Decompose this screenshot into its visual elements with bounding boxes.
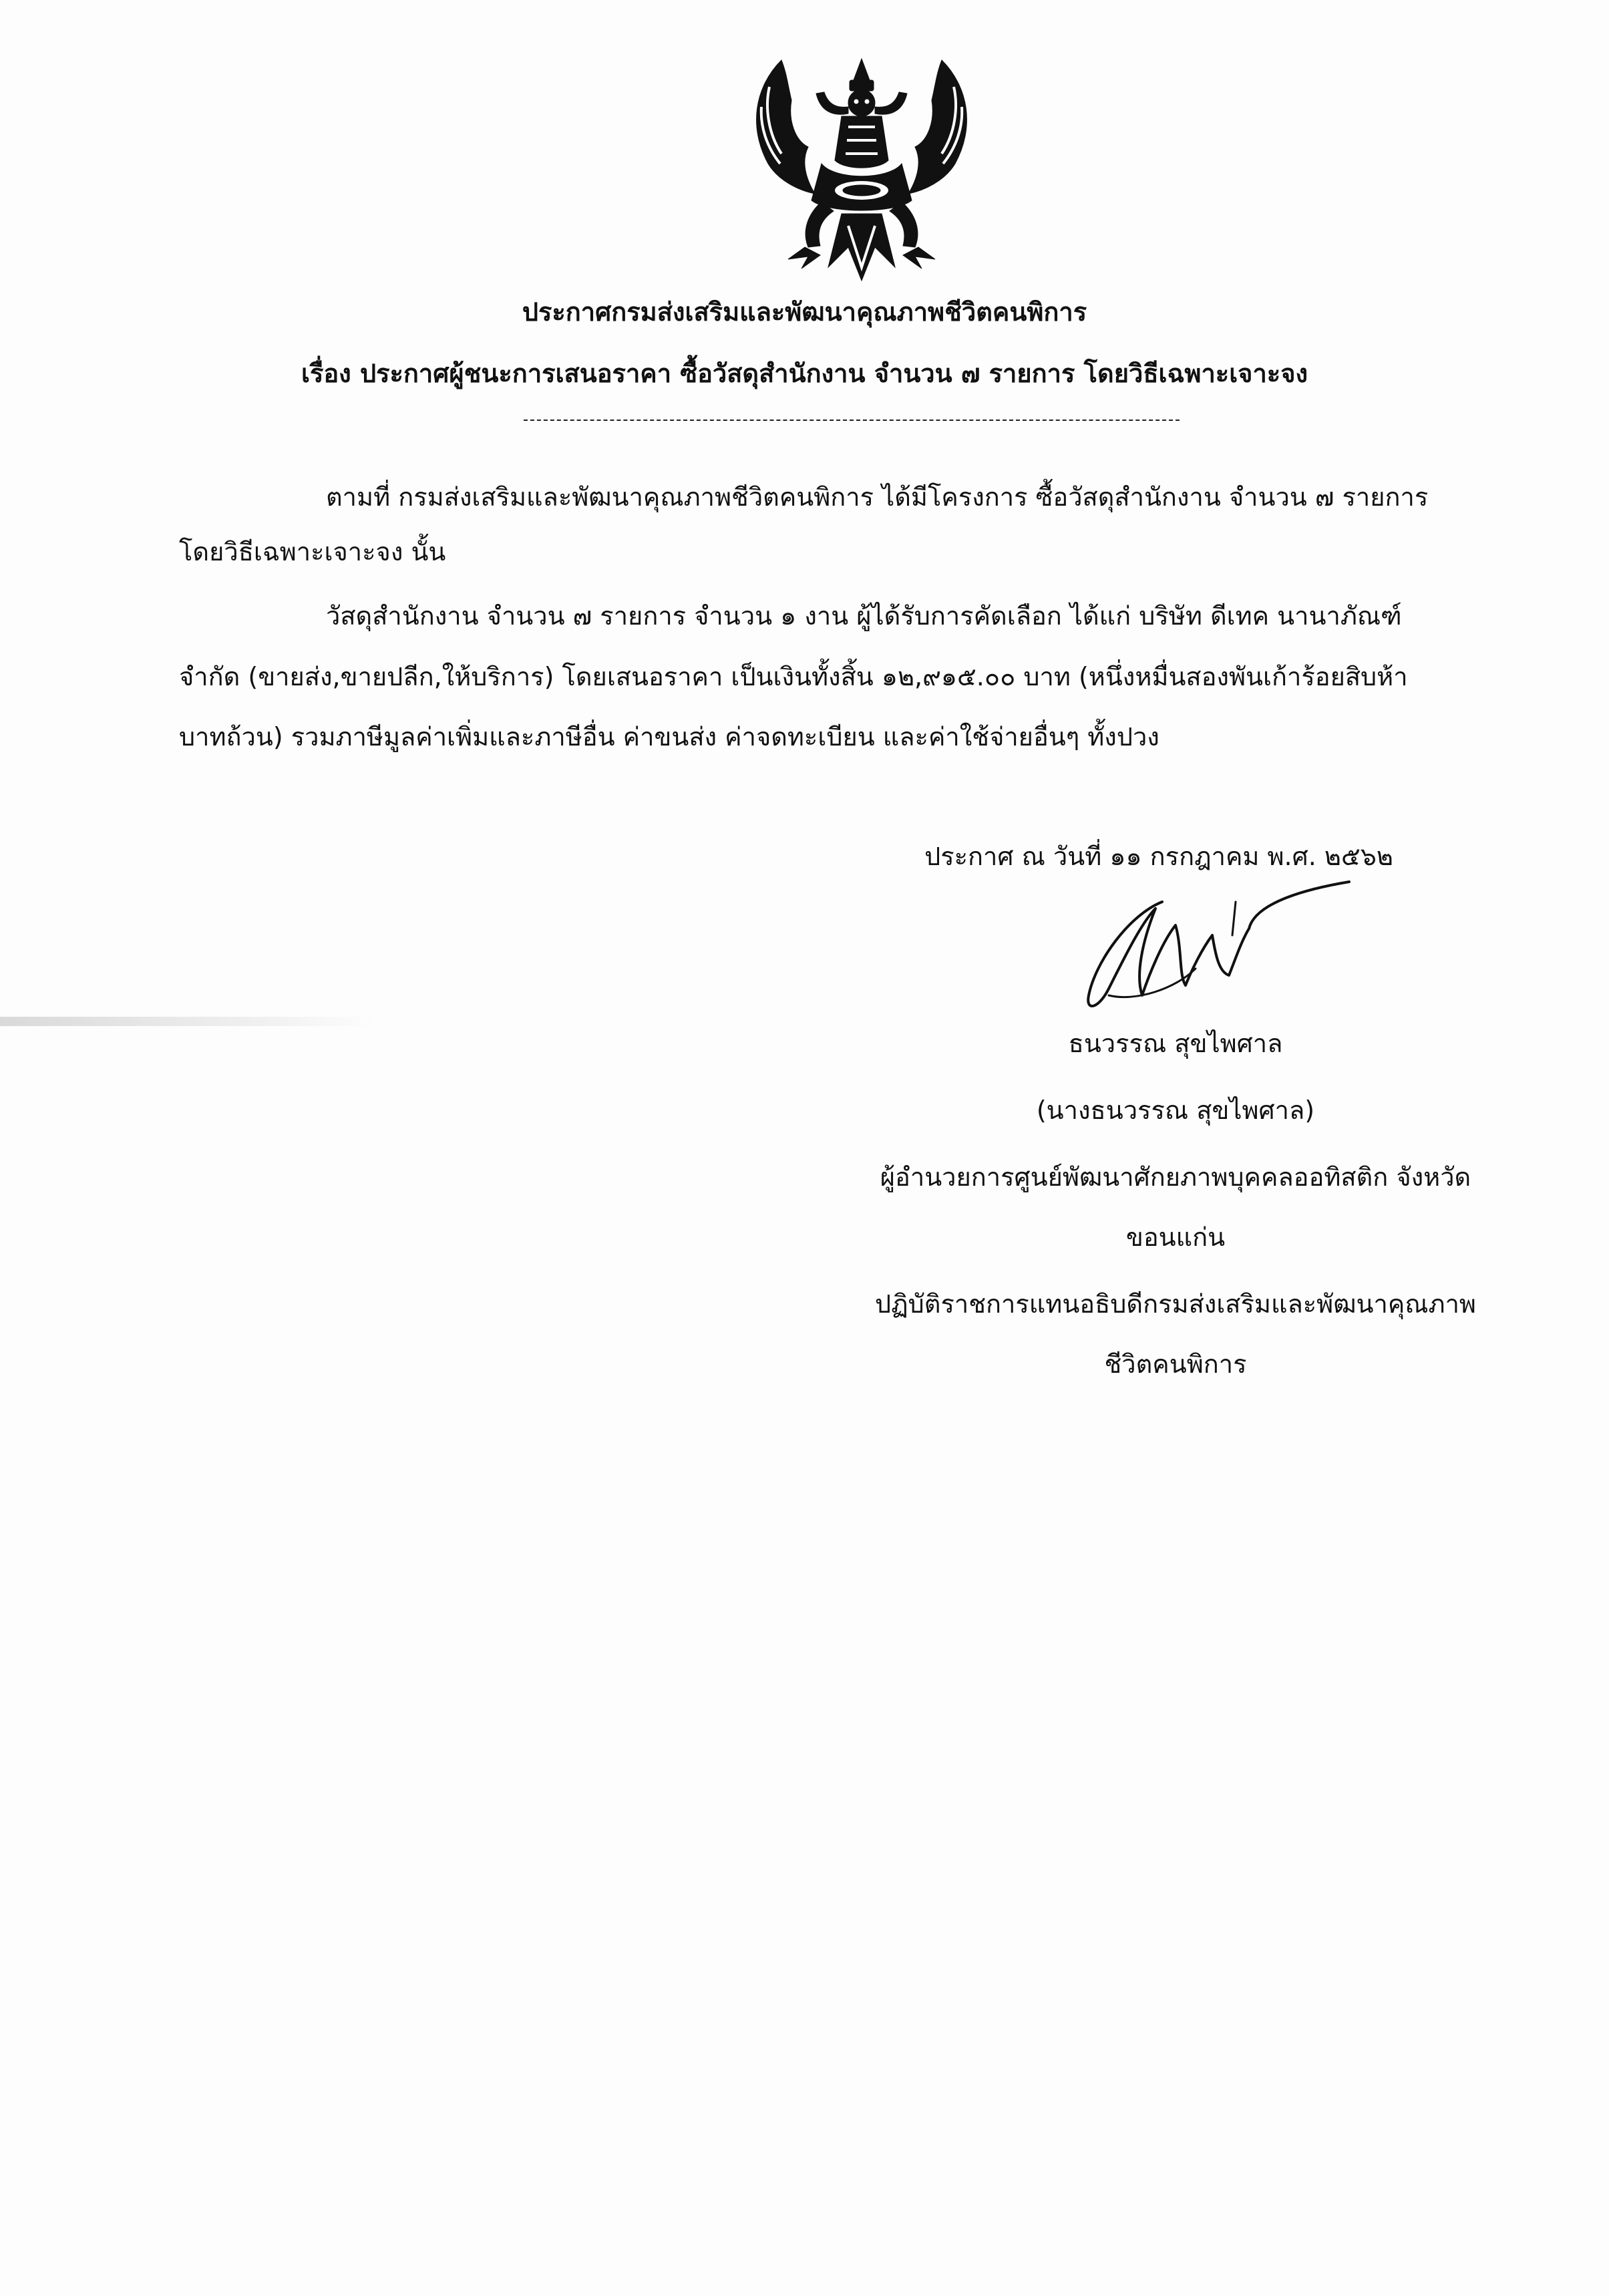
- handwritten-signature: [1069, 862, 1356, 1022]
- paragraph-1-line-2: โดยวิธีเฉพาะเจาะจง นั้น: [179, 537, 446, 566]
- paragraph-2-line-3: บาทถ้วน) รวมภาษีมูลค่าเพิ่มและภาษีอื่น ค่าขนส่ง ค่าจดทะเบียน และค่าใช้จ่ายอื่นๆ ทั้งปวง: [179, 722, 1159, 752]
- acting-on-behalf-line-1: ปฏิบัติราชการแทนอธิบดีกรมส่งเสริมและพัฒนาคุณภาพ: [875, 1289, 1476, 1319]
- signer-full-name: (นางธนวรรณ สุขไพศาล): [1036, 1096, 1315, 1125]
- announcement-subject: เรื่อง ประกาศผู้ชนะการเสนอราคา ซื้อวัสดุสำนักงาน จำนวน ๗ รายการ โดยวิธีเฉพาะเจาะจง: [301, 359, 1308, 388]
- announcement-date: ประกาศ ณ วันที่ ๑๑ กรกฎาคม พ.ศ. ๒๕๖๒: [924, 842, 1393, 871]
- signer-position-line-2: ขอนแก่น: [1125, 1222, 1226, 1252]
- paragraph-2-line-2: จำกัด (ขายส่ง,ขายปลีก,ให้บริการ) โดยเสนอราคา เป็นเงินทั้งสิ้น ๑๒,๙๑๕.๐๐ บาท (หนึ่งหมื่นสองพันเก้าร้อยสิบห้า: [179, 662, 1408, 691]
- title-divider: [524, 420, 1180, 421]
- paragraph-1-line-1: ตามที่ กรมส่งเสริมและพัฒนาคุณภาพชีวิตคนพิการ ได้มีโครงการ ซื้อวัสดุสำนักงาน จำนวน ๗ รายการ: [326, 482, 1429, 512]
- signer-position-line-1: ผู้อำนวยการศูนย์พัฒนาศักยภาพบุคคลออทิสติก จังหวัด: [880, 1162, 1471, 1192]
- signer-name: ธนวรรณ สุขไพศาล: [1068, 1029, 1283, 1058]
- announcement-title: ประกาศกรมส่งเสริมและพัฒนาคุณภาพชีวิตคนพิการ: [522, 297, 1087, 327]
- paragraph-2-line-1: วัสดุสำนักงาน จำนวน ๗ รายการ จำนวน ๑ งาน ผู้ได้รับการคัดเลือก ได้แก่ บริษัท ดีเทค นานาภัณฑ์: [326, 601, 1402, 631]
- paper-crease: [0, 1017, 374, 1026]
- acting-on-behalf-line-2: ชีวิตคนพิการ: [1104, 1349, 1247, 1379]
- garuda-emblem: [741, 47, 982, 294]
